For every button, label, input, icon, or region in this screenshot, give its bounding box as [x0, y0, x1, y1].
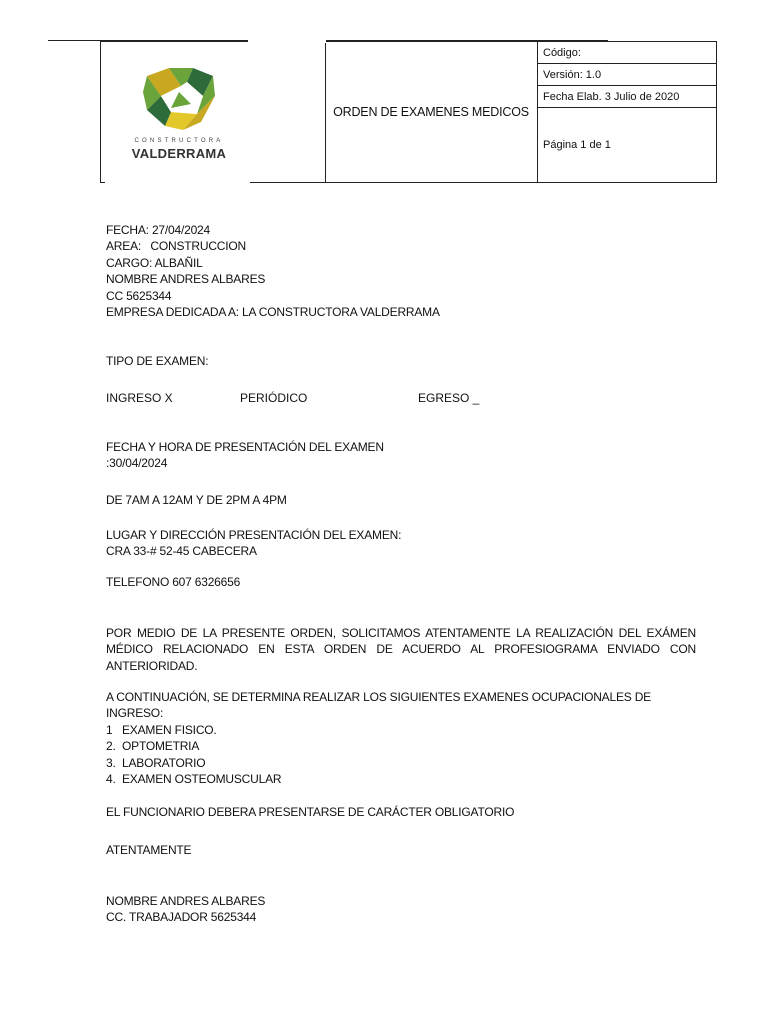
document-meta [537, 42, 716, 182]
mandatory-notice: EL FUNCIONARIO DEBERA PRESENTARSE DE CARÁCTER OBLIGATORIO [106, 805, 515, 819]
signature-cc: CC. TRABAJADOR 5625344 [106, 910, 257, 925]
meta-version: Versión: 1.0 [537, 64, 716, 86]
employee-info [106, 222, 696, 320]
location-phone: TELEFONO 607 6326656 [106, 575, 241, 589]
info-nombre: NOMBRE ANDRES ALBARES [106, 272, 266, 287]
logo-cell [101, 42, 326, 182]
closing: ATENTAMENTE [106, 843, 192, 857]
location-block [106, 527, 696, 560]
location-label: LUGAR Y DIRECCIÓN PRESENTACIÓN DEL EXAMEN: [106, 528, 402, 542]
list-item [106, 722, 696, 738]
exam-number: 1 [106, 723, 113, 737]
exams-intro: A CONTINUACIÓN, SE DETERMINA REALIZAR LOS SIGUIENTES EXAMENES OCUPACIONALES DE INGRESO: [106, 690, 651, 721]
schedule-block [106, 439, 696, 472]
list-item [106, 755, 696, 771]
request-paragraph: POR MEDIO DE LA PRESENTE ORDEN, SOLICITAMOS ATENTAMENTE LA REALIZACIÓN DEL EXÁMEN MÉDICO RELACIONADO EN ESTA ORDEN DE ACUERDO AL PROFESIOGRAMA ENVIADO CON ANTERIORIDAD. [106, 626, 696, 673]
list-item [106, 738, 696, 754]
exam-type-label: TIPO DE EXAMEN: [106, 354, 209, 368]
meta-code: Código: [537, 42, 716, 64]
schedule-date: :30/04/2024 [106, 456, 168, 471]
border-gap-bottom [105, 180, 250, 184]
info-cargo: CARGO: ALBAÑIL [106, 255, 203, 270]
document-title [325, 42, 538, 182]
exam-name: LABORATORIO [122, 755, 206, 770]
meta-page: Página 1 de 1 [543, 139, 611, 151]
company-logo-icon [141, 66, 217, 132]
signature-block [106, 893, 696, 926]
schedule-hours: DE 7AM A 12AM Y DE 2PM A 4PM [106, 493, 287, 507]
exam-number: 2. [106, 739, 116, 754]
exam-number: 3. [106, 755, 116, 770]
exam-name: OPTOMETRIA [122, 739, 200, 754]
info-area: AREA: CONSTRUCCION [106, 239, 247, 254]
list-item [106, 771, 696, 787]
exam-name: EXAMEN FISICO. [122, 723, 217, 737]
brand-name: VALDERRAMA [131, 146, 227, 161]
info-empresa: EMPRESA DEDICADA A: LA CONSTRUCTORA VALDERRAMA [106, 305, 440, 320]
brand-subtitle: CONSTRUCTORA [134, 138, 224, 144]
exam-type-ingreso: INGRESO X [106, 391, 173, 405]
info-fecha: FECHA: 27/04/2024 [106, 223, 210, 237]
exam-type-periodico: PERIÓDICO [240, 391, 308, 405]
exam-name: EXAMEN OSTEOMUSCULAR [122, 772, 282, 787]
info-cc: CC 5625344 [106, 288, 172, 303]
schedule-label: FECHA Y HORA DE PRESENTACIÓN DEL EXAMEN [106, 440, 384, 454]
exam-number: 4. [106, 772, 116, 787]
exams-list [106, 722, 696, 788]
document-header [100, 41, 717, 183]
exam-type-egreso: EGRESO _ [418, 391, 480, 405]
location-address: CRA 33-# 52-45 CABECERA [106, 544, 257, 559]
document-title-text: ORDEN DE EXAMENES MEDICOS [333, 105, 529, 119]
border-gap-top [248, 40, 326, 43]
meta-date-elab: Fecha Elab. 3 Julio de 2020 [537, 86, 716, 108]
signature-name: NOMBRE ANDRES ALBARES [106, 894, 266, 908]
